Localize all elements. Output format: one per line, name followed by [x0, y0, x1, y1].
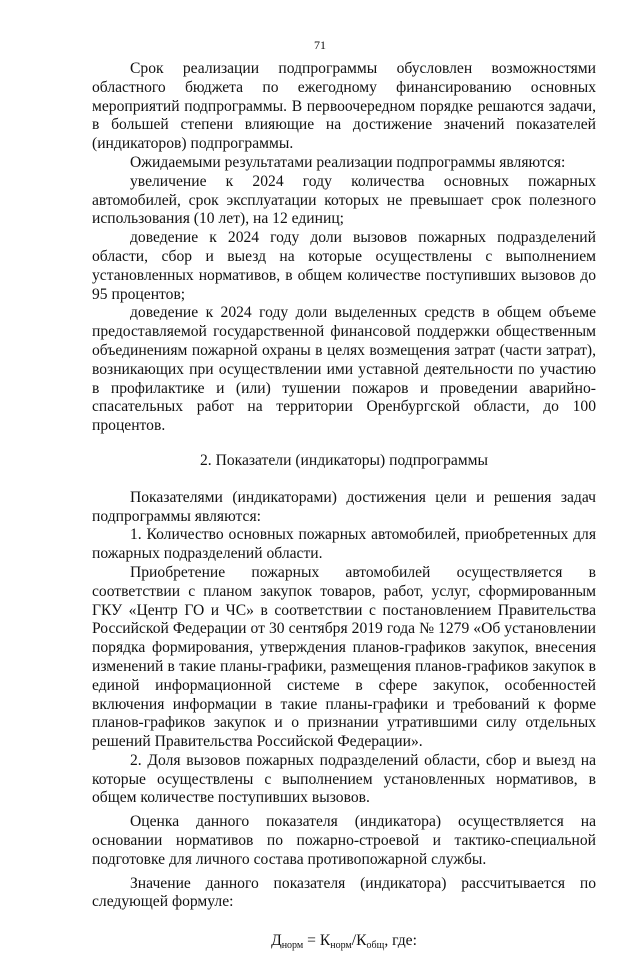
- paragraph-implementation-period: Срок реализации подпрограммы обусловлен возможностями областного бюджета по ежегодному финансированию основных мероприятий подпрограммы. В первоочередном порядке решаются задачи, в большей степени влияющие на достижение значений показателей (индикаторов) подпрограммы.: [92, 60, 596, 153]
- formula-slash: /: [351, 932, 357, 950]
- formula-den-sub: общ: [366, 940, 385, 952]
- formula-lhs-sub: норм: [281, 940, 304, 952]
- formula: [92, 932, 596, 956]
- formula-lhs: Д: [271, 932, 282, 950]
- paragraph-result-funds: доведение к 2024 году доли выделенных средств в общем объеме предоставляемой государственной финансовой поддержки общественным объединениям пожарной охраны в целях возмещения затрат (части затрат), возникающих при осуществлении ими уставной деятельности по участию в профилактике и (или) тушении пожаров и проведении аварийно-спасательных работ на территории Оренбургской области, до 100 процентов.: [92, 304, 596, 435]
- paragraph-indicator-1: 1. Количество основных пожарных автомобилей, приобретенных для пожарных подразделений области.: [92, 526, 596, 563]
- formula-den: К: [356, 932, 367, 950]
- paragraph-result-vehicles: увеличение к 2024 году количества основных пожарных автомобилей, срок эксплуатации которых не превышает срок полезного использования (10 лет), на 12 единиц;: [92, 172, 596, 228]
- paragraph-expected-results: Ожидаемыми результатами реализации подпрограммы являются:: [130, 153, 566, 171]
- paragraph-assessment: Оценка данного показателя (индикатора) осуществляется на основании нормативов по пожарно-строевой и тактико-специальной подготовке для личного состава противопожарной службы.: [92, 813, 596, 868]
- formula-num-sub: норм: [330, 940, 352, 952]
- formula-num: К: [319, 932, 331, 950]
- formula-tail: , где:: [384, 932, 417, 950]
- page-number: 71: [314, 38, 326, 52]
- formula-eq: =: [303, 932, 320, 950]
- body-text: [92, 60, 596, 956]
- paragraph-procurement: Приобретение пожарных автомобилей осуществляется в соответствии с планом закупок товаров, работ, услуг, сформированным ГКУ «Центр ГО и ЧС» в соответствии с постановлением Правительства Российской Федерации от 30 сентября 2019 года № 1279 «Об установлении порядка формирования, утверждения планов-графиков закупок, внесения изменений в такие планы-графики, размещения планов-графиков закупок в единой информационной системе в сфере закупок, особенностей включения информации в такие планы-графики и требований к форме планов-графиков закупок и о признании утратившими силу отдельных решений Правительства Российской Федерации».: [92, 563, 596, 751]
- paragraph-result-calls: доведение к 2024 году доли вызовов пожарных подразделений области, сбор и выезд на которые осуществлены с выполнением установленных нормативов, в общем количестве поступивших вызовов до 95 процентов;: [92, 229, 596, 303]
- paragraph-indicator-2: 2. Доля вызовов пожарных подразделений области, сбор и выезд на которые осуществлены с выполнением установленных нормативов, в общем количестве поступивших вызовов.: [92, 751, 596, 807]
- paragraph-indicators-intro: Показателями (индикаторами) достижения цели и решения задач подпрограммы являются:: [92, 488, 596, 525]
- section-heading: 2. Показатели (индикаторы) подпрограммы: [199, 451, 489, 469]
- paragraph-formula-intro: Значение данного показателя (индикатора) рассчитывается по следующей формуле:: [92, 874, 596, 911]
